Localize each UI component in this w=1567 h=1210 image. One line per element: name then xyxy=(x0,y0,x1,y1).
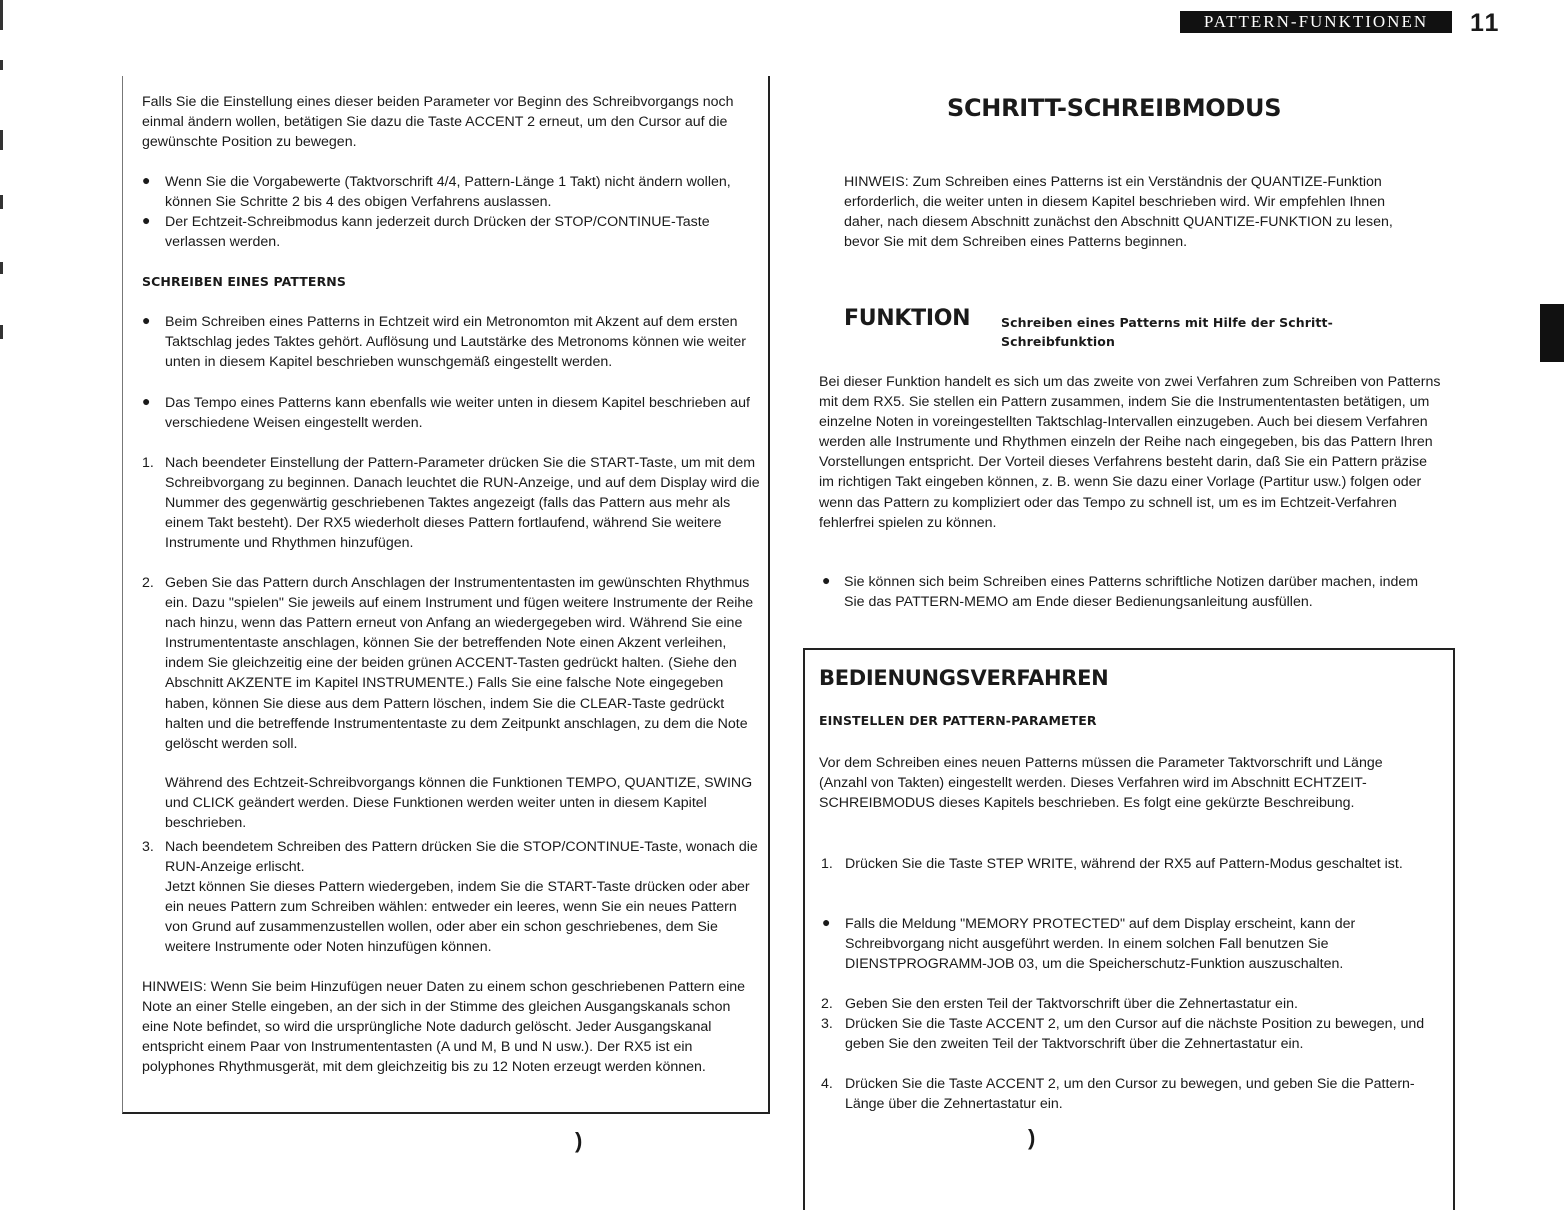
bullet-icon: ● xyxy=(142,212,151,228)
step-text: Drücken Sie die Taste ACCENT 2, um den Cursor auf die nächste Position zu bewegen, und geben Sie den zweiten Teil der Taktvorschrift über die Zehnertastatur ein. xyxy=(845,1016,1425,1053)
list-item: Der Echtzeit-Schreibmodus kann jederzeit durch Drücken der STOP/CONTINUE-Taste verlassen werden. xyxy=(165,214,710,251)
scan-edge-mark xyxy=(0,60,3,70)
step-number: 4. xyxy=(821,1076,833,1092)
bullet-icon: ● xyxy=(142,312,151,328)
step-extra-text: Während des Echtzeit-Schreibvorgangs können die Funktionen TEMPO, QUANTIZE, SWING und CLICK geändert werden. Diese Funktionen werden weiter unten in diesem Kapitel beschrieben. xyxy=(165,775,753,832)
function-label: FUNKTION xyxy=(844,306,971,331)
bullet-icon: ● xyxy=(142,172,151,188)
step-text: Nach beendetem Schreiben des Pattern drücken Sie die STOP/CONTINUE-Taste, wonach die RUN-Anzeige erlischt. xyxy=(165,839,758,876)
bullet-icon: ● xyxy=(142,393,151,409)
step-number: 2. xyxy=(821,996,833,1012)
step-number: 3. xyxy=(821,1016,833,1032)
function-description: Schreibfunktion xyxy=(1001,334,1115,349)
intro-paragraph: Falls Sie die Einstellung eines dieser beiden Parameter vor Beginn des Schreibvorgangs noch einmal ändern wollen, betätigen Sie dazu die Taste ACCENT 2 erneut, um den Cursor auf die gewünschte Position zu bewegen. xyxy=(142,94,734,151)
step-text: Drücken Sie die Taste STEP WRITE, während der RX5 auf Pattern-Modus geschaltet ist. xyxy=(845,856,1403,872)
scan-edge-mark xyxy=(0,0,3,30)
note-paragraph: HINWEIS: Zum Schreiben eines Patterns ist ein Verständnis der QUANTIZE-Funktion erforderlich, die weiter unten in diesem Kapitel beschrieben wird. Wir empfehlen Ihnen daher, nach diesem Abschnitt zunächst den Abschnitt QUANTIZE-FUNKTION zu lesen, bevor Sie mit dem Schreiben eines Patterns beginnen. xyxy=(844,174,1393,251)
list-item: Wenn Sie die Vorgabewerte (Taktvorschrift 4/4, Pattern-Länge 1 Takt) nicht ändern wollen, können Sie Schritte 2 bis 4 des obigen Verfahrens auslassen. xyxy=(165,174,731,211)
page-number: 11 xyxy=(1470,9,1501,37)
thumb-index-tab xyxy=(1540,304,1564,362)
body-paragraph: Bei dieser Funktion handelt es sich um das zweite von zwei Verfahren zum Schreiben von Patterns mit dem RX5. Sie stellen ein Pattern zusammen, indem Sie die Instrumententasten betätigen, um einzelne Noten in voreingestellten Taktschlag-Intervallen einzugeben. Auch bei diesem Verfahren werden alle Instrumente und Rhythmen einzeln der Reihe nach eingegeben, bis das Pattern Ihren Vorstellungen entspricht. Der Vorteil dieses Verfahrens besteht darin, daß Sie ein Pattern präzise im richtigen Takt eingeben können, z. B. wenn Sie dazu einer Vorlage (Partitur usw.) folgen oder wenn das Pattern zu kompliziert oder das Tempo zu schnell ist, um es im Echtzeit-Verfahren fehlerfrei spielen zu können. xyxy=(819,374,1441,531)
scan-edge-mark xyxy=(0,195,3,209)
list-item: Das Tempo eines Patterns kann ebenfalls wie weiter unten in diesem Kapitel beschrieben auf verschiedene Weisen eingestellt werden. xyxy=(165,395,750,432)
page-fold-mark: ) xyxy=(575,1128,583,1153)
function-description: Schreiben eines Patterns mit Hilfe der Schritt- xyxy=(1001,315,1333,330)
bullet-icon: ● xyxy=(822,572,831,588)
bullet-icon: ● xyxy=(822,914,831,930)
step-extra-text: Jetzt können Sie dieses Pattern wiedergeben, indem Sie die START-Taste drücken oder aber ein neues Pattern zum Schreiben wählen: entweder ein leeres, wenn Sie ein neues Pattern von Grund auf zusammenzustellen wollen, oder aber ein schon geschriebenes, dem Sie weitere Instrumente oder Noten hinzufügen können. xyxy=(165,879,750,956)
procedure-title: BEDIENUNGSVERFAHREN xyxy=(819,666,1109,690)
list-item: Sie können sich beim Schreiben eines Patterns schriftliche Notizen darüber machen, indem Sie das PATTERN-MEMO am Ende dieser Bedienungsanleitung ausfüllen. xyxy=(844,574,1419,611)
page-fold-mark: ) xyxy=(1028,1125,1036,1150)
section-header-band: PATTERN-FUNKTIONEN xyxy=(1180,11,1452,33)
step-text: Nach beendeter Einstellung der Pattern-Parameter drücken Sie die START-Taste, um mit dem Schreibvorgang zu beginnen. Danach leuchtet die RUN-Anzeige, und auf dem Display wird die Nummer des gegenwärtig geschriebenen Taktes angezeigt (falls das Pattern aus mehr als einem Takt besteht). Der RX5 wiederholt dieses Pattern fortlaufend, während Sie weitere Instrumente und Rhythmen hinzufügen. xyxy=(165,455,760,552)
step-number: 1. xyxy=(142,455,154,471)
scan-edge-mark xyxy=(0,262,3,274)
list-item: Beim Schreiben eines Patterns in Echtzeit wird ein Metronomton mit Akzent auf dem ersten Taktschlag jedes Taktes gehört. Auflösung und Lautstärke des Metronoms können wie weiter unten in diesem Kapitel beschrieben wunschgemäß eingestellt werden. xyxy=(165,314,746,371)
list-item: Falls die Meldung "MEMORY PROTECTED" auf dem Display erscheint, kann der Schreibvorgang nicht ausgeführt werden. In einem solchen Fall benutzen Sie DIENSTPROGRAMM-JOB 03, um die Speicherschutz-Funktion auszuschalten. xyxy=(845,916,1356,973)
scan-edge-mark xyxy=(0,130,3,150)
step-text: Geben Sie den ersten Teil der Taktvorschrift über die Zehnertastatur ein. xyxy=(845,996,1298,1012)
procedure-subheading: EINSTELLEN DER PATTERN-PARAMETER xyxy=(819,713,1097,728)
step-text: Geben Sie das Pattern durch Anschlagen der Instrumententasten im gewünschten Rhythmus ein. Dazu "spielen" Sie jeweils auf einem Instrument und fügen weitere Instrumente der Reihe nach hinzu, wenn das Pattern erneut von Anfang an wiedergegeben wird. Während Sie eine Instrumententaste anschlagen, können Sie der betreffenden Note einen Akzent verleihen, indem Sie gleichzeitig eine der beiden grünen ACCENT-Tasten gedrückt halten. (Siehe den Abschnitt AKZENTE im Kapitel INSTRUMENTE.) Falls Sie eine falsche Note eingegeben haben, können Sie diese aus dem Pattern löschen, indem Sie die CLEAR-Taste gedrückt halten und die betreffende Instrumententaste zu dem Zeitpunkt anschlagen, zu dem die Note gelöscht werden soll. xyxy=(165,575,754,752)
step-number: 2. xyxy=(142,575,154,591)
step-text: Drücken Sie die Taste ACCENT 2, um den Cursor zu bewegen, und geben Sie die Pattern-Länge über die Zehnertastatur ein. xyxy=(845,1076,1415,1113)
page-title: SCHRITT-SCHREIBMODUS xyxy=(947,94,1282,122)
step-number: 1. xyxy=(821,856,833,872)
procedure-body: Vor dem Schreiben eines neuen Patterns müssen die Parameter Taktvorschrift und Länge (Anzahl von Takten) eingestellt werden. Dieses Verfahren wird im Abschnitt ECHTZEIT-SCHREIBMODUS dieses Kapitels beschrieben. Es folgt eine gekürzte Beschreibung. xyxy=(819,755,1383,812)
scan-edge-mark xyxy=(0,325,3,339)
step-number: 3. xyxy=(142,839,154,855)
note-paragraph: HINWEIS: Wenn Sie beim Hinzufügen neuer Daten zu einem schon geschriebenen Pattern eine Note an einer Stelle eingeben, an der sich in der Stimme des gleichen Ausgangskanals schon eine Note befindet, so wird die ursprüngliche Note dadurch gelöscht. Jeder Ausgangskanal entspricht einem Paar von Instrumententasten (A und M, B und N usw.). Der RX5 ist ein polyphones Rhythmusgerät, mit dem gleichzeitig bis zu 12 Noten erzeugt werden können. xyxy=(142,979,746,1076)
section-heading: SCHREIBEN EINES PATTERNS xyxy=(142,274,346,289)
